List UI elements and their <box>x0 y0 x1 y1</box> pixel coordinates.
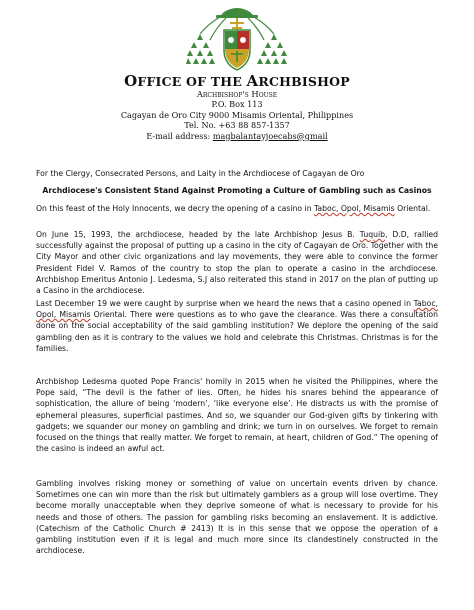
letterhead <box>0 74 474 141</box>
archdiocese-coat-of-arms-icon <box>186 2 288 74</box>
office-title: OFFICE OF THE ARCHBISHOP <box>124 72 350 90</box>
paragraph-4: Archbishop Ledesma quoted Pope Francis' homily in 2015 when he visited the Philippines, where the Pope said, “The devil is the father of lies. Often, he hides his snares behind the appearance of sophistication, the allure of being ‘modern’, ‘like everyone else’. He distracts us with the promise of ephemeral pleasures, superficial pastimes. And so, we squander our God-given gifts by tinkering with gadgets; we squander our money on gambling and drink; we turn in on ourselves. We forget to remain focused on the things that really matter. We forget to remain, at heart, children of God.” The opening of the casino is indeed an awful act. <box>36 377 438 454</box>
paragraph-5: Gambling involves risking money or something of value on uncertain events driven by chance. Sometimes one can win more than the risk but ultimately gamblers as a group will lose overtime. They become morally unacceptable when they deprive someone of what is necessary to provide for his needs and those of others. The passion for gambling risks becoming an enslavement. It is addictive. (Catechism of the Catholic Church # 2413) It is in this sense that we oppose the operation of a gambling institution even if it is legal and much more since its clandestinely constructed in the archdiocese. <box>36 479 438 556</box>
telephone: Tel. No. +63 88 857-1357 <box>184 120 290 131</box>
paragraph-3: Last December 19 we were caught by surprise when we heard the news that a casino opened in Taboc, Opol, Misamis Oriental. There were questions as to who gave the clearance. Was there a consultation done on the social acceptability of the said gambling institution? We deplore the opening of the said gambling den as it is contrary to the values we hold and celebrate this Christmas. Christmas is for the families. <box>36 299 438 353</box>
email-label: E-mail address: <box>146 130 213 141</box>
letter-title: Archdiocese's Consistent Stand Against Promoting a Culture of Gambling such as Casinos <box>42 186 432 195</box>
postal-address: Cagayan de Oro City 9000 Misamis Oriental, Philippines <box>120 109 354 120</box>
email-line <box>0 131 474 141</box>
archbishops-house: Archbishop's House <box>196 89 278 99</box>
salutation: For the Clergy, Consecrated Persons, and Laity in the Archdiocese of Cagayan de Oro <box>36 169 365 178</box>
po-box: P.O. Box 113 <box>211 99 263 110</box>
paragraph-2: On June 15, 1993, the archdiocese, headed by the late Archbishop Jesus B. Tuquib, D.D, rallied successfully against the proposal of putting up a casino in the city of Cagayan de Oro. Together with the City Mayor and other civic organizations and lay movements, they were able to convince the former President Fidel V. Ramos of the country to stop the plan to operate a casino in the archdiocese. Archbishop Emeritus Antonio J. Ledesma, S.J also reiterated this stand in 2017 on the plan of putting up a Casino in the archdiocese. <box>36 230 438 296</box>
email-link[interactable]: magbalantayjoecabs@gmail <box>212 130 328 141</box>
paragraph-1: On this feast of the Holy Innocents, we decry the opening of a casino in Taboc, Opol, Misamis Oriental. <box>36 204 431 213</box>
